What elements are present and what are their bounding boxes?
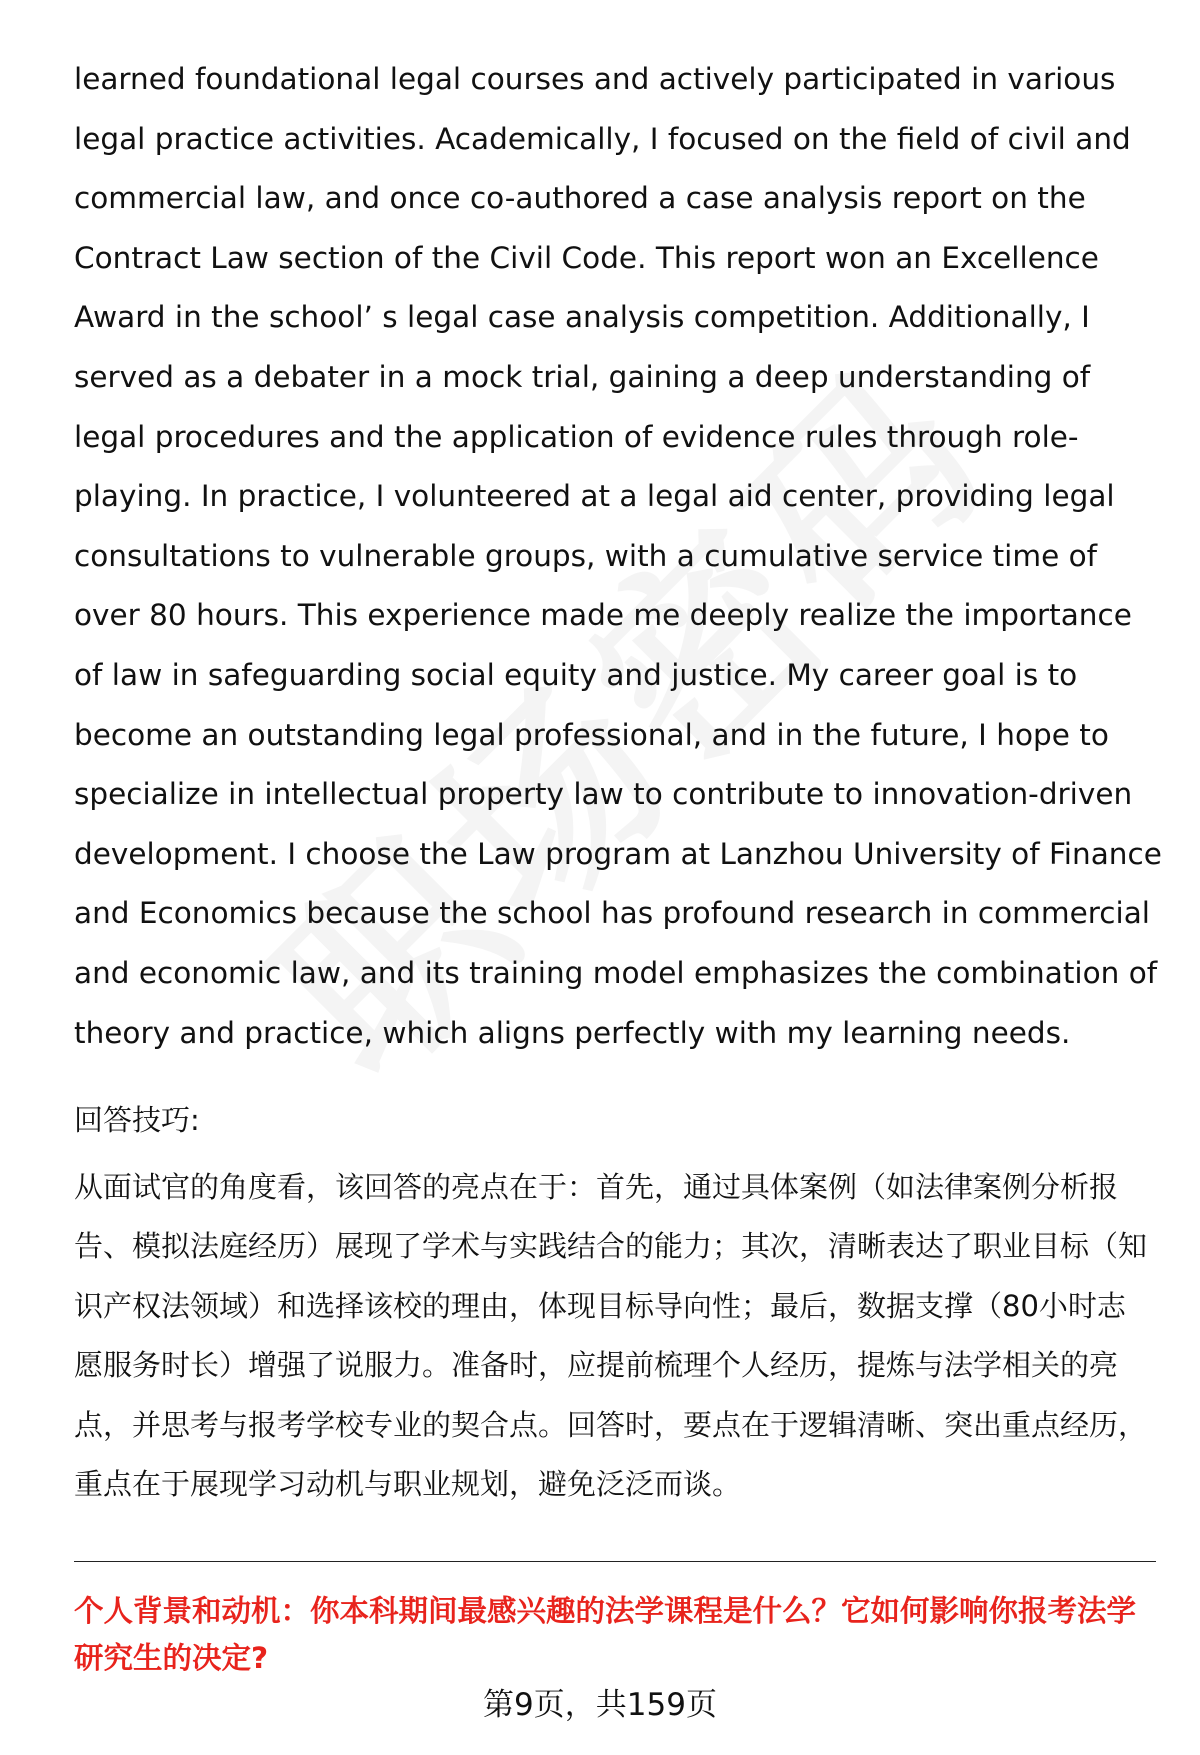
page-number: 第9页，共159页 (483, 1687, 717, 1723)
answer-paragraph: learned foundational legal courses and actively participated in various legal practice activities. Academically, I focused on the field of civil and commercial law, and once co-authored a case analysis report on the Contract Law section of the Civil Code. This report won an Excellence Award in the school’ s legal case analysis competition. Additionally, I served as a debater in a mock trial, gaining a deep understanding of legal procedures and the application of evidence rules through role-playing. In practice, I volunteered at a legal aid center, providing legal consultations to vulnerable groups, with a cumulative service time of over 80 hours. This experience made me deeply realize the importance of law in safeguarding social equity and justice. My career goal is to become an outstanding legal professional, and in the future, I hope to specialize in intellectual property law to contribute to innovation-driven development. I choose the Law program at Lanzhou University of Finance and Economics because the school has profound research in commercial and economic law, and its training model emphasizes the combination of theory and practice, which aligns perfectly with my learning needs. (74, 62, 1162, 1050)
next-question-heading: 个人背景和动机：你本科期间最感兴趣的法学课程是什么？它如何影响你报考法学研究生的决定? (74, 1594, 1137, 1675)
tips-label: 回答技巧: (74, 1103, 200, 1137)
section-divider (74, 1561, 1156, 1562)
tips-body: 从面试官的角度看，该回答的亮点在于：首先，通过具体案例（如法律案例分析报告、模拟法庭经历）展现了学术与实践结合的能力；其次，清晰表达了职业目标（知识产权法领域）和选择该校的理由，体现目标导向性；最后，数据支撑（80小时志愿服务时长）增强了说服力。准备时，应提前梳理个人经历，提炼与法学相关的亮点，并思考与报考学校专业的契合点。回答时，要点在于逻辑清晰、突出重点经历，重点在于展现学习动机与职业规划，避免泛泛而谈。 (74, 1170, 1148, 1502)
